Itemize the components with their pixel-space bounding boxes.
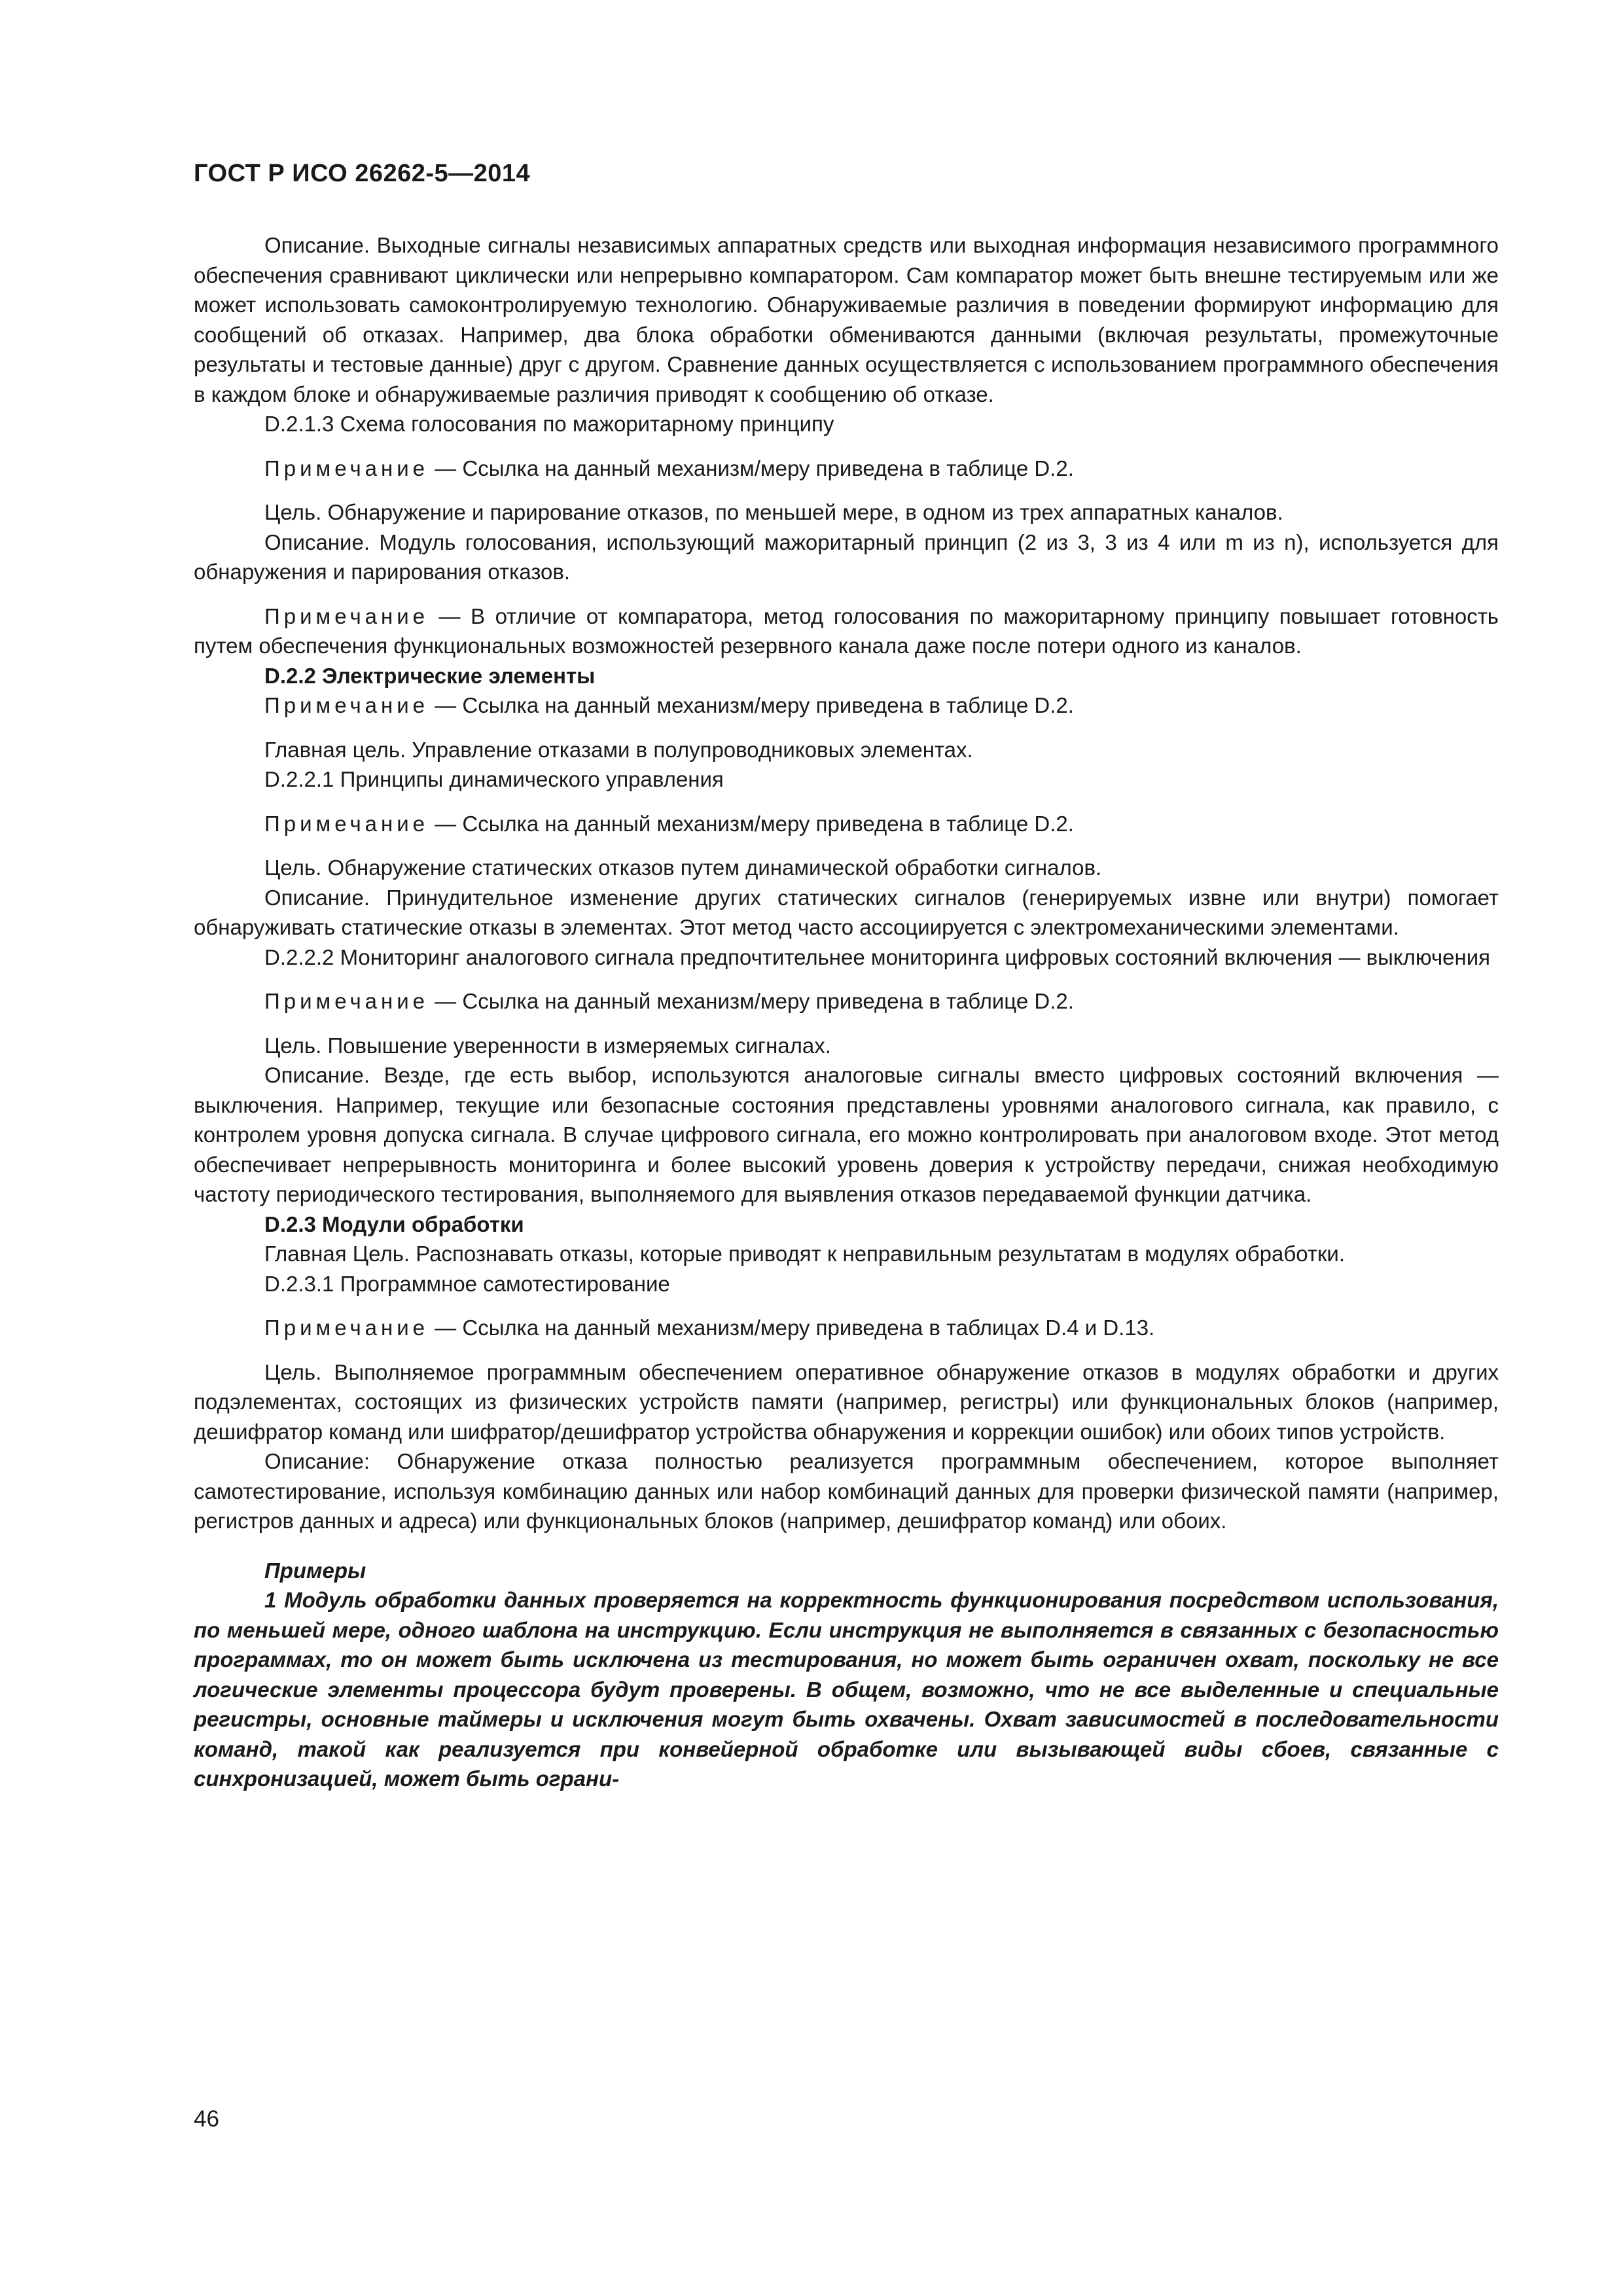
section-d-2-3-1-title: D.2.3.1 Программное самотестирование [264, 1271, 670, 1296]
paragraph-goal-confidence: Цель. Повышение уверенности в измеряемых сигналах. [264, 1033, 831, 1058]
note-text: В отличие от компаратора, метод голосования по мажоритарному принципу повышает готовность путем обеспечения функциональных возможностей резервного канала даже после потери одного из каналов. [194, 603, 1499, 658]
examples-heading: Примеры [264, 1558, 366, 1583]
note-text: Ссылка на данный механизм/меру приведена в таблице D.2. [462, 811, 1074, 836]
paragraph-main-goal-processing: Главная Цель. Распознавать отказы, которые приводят к неправильным результатам в модулях обработки. [264, 1242, 1346, 1266]
paragraph-description-comparator: Описание. Выходные сигналы независимых аппаратных средств или выходная информация независимого программного обеспечения сравнивают циклически или непрерывно компаратором. Сам компаратор может быть внешне тестируемым или же может использовать самоконтролируемую технологию. Обнаруживаемые различия в поведении формируют информацию для сообщений об отказах. Например, два блока обработки обмениваются данными (включая результаты, промежуточные результаты и тестовые данные) друг с другом. Сравнение данных осуществляется с использованием программного обеспечения в каждом блоке и обнаруживаемые различия приводят к сообщению об отказе. [194, 233, 1499, 406]
paragraph-description-self-test: Описание: Обнаружение отказа полностью реализуется программным обеспечением, которое выполняет самотестирование, используя комбинацию данных или набор комбинаций данных для проверки физической памяти (например, регистров данных и адреса) или функциональных блоков (например, дешифратор команд) или обоих. [194, 1449, 1499, 1533]
note-dash: — [429, 1316, 463, 1340]
section-d-2-1-3-title: D.2.1.3 Схема голосования по мажоритарному принципу [264, 412, 834, 436]
note-label: Примечание [264, 693, 429, 717]
note-d-2-3-1 [194, 1313, 1499, 1343]
note-text: Ссылка на данный механизм/меру приведена в таблице D.2. [462, 693, 1074, 717]
paragraph-description-dynamic: Описание. Принудительное изменение других статических сигналов (генерируемых извне или внутри) помогает обнаруживать статические отказы в элементах. Этот метод часто ассоциируется с электромеханическими элементами. [194, 885, 1499, 939]
document-header: ГОСТ Р ИСО 26262-5—2014 [194, 160, 531, 187]
paragraph-description-analog: Описание. Везде, где есть выбор, используются аналоговые сигналы вместо цифровых состояний включения — выключения. Например, текущие или безопасные состояния представлены уровнями аналогового сигнала, как правило, с контролем уровня допуска сигнала. В случае цифрового сигнала, его можно контролировать при аналоговом входе. Этот метод обеспечивает непрерывность мониторинга и более высокий уровень доверия к устройству передачи, снижая необходимую частоту периодического тестирования, выполняемого для выявления отказов передаваемой функции датчика. [194, 1063, 1499, 1206]
note-dash: — [429, 693, 463, 717]
note-text: Ссылка на данный механизм/меру приведена в таблицах D.4 и D.13. [462, 1316, 1155, 1340]
note-dash: — [429, 456, 463, 480]
note-label: Примечание [264, 811, 429, 836]
note-text: Ссылка на данный механизм/меру приведена в таблице D.2. [462, 989, 1074, 1013]
note-label: Примечание [264, 603, 429, 628]
section-d-2-2-1-title: D.2.2.1 Принципы динамического управления [264, 767, 724, 791]
note-majority-comparison [194, 601, 1499, 661]
note-d-2-2-2 [194, 986, 1499, 1016]
note-d-2-2-1 [194, 809, 1499, 839]
document-body [194, 230, 1499, 1794]
section-d-2-2-heading: D.2.2 Электрические элементы [264, 663, 596, 688]
note-dash: — [429, 811, 463, 836]
section-d-2-3-heading: D.2.3 Модули обработки [264, 1211, 524, 1236]
note-label: Примечание [264, 1316, 429, 1340]
page-number: 46 [194, 2106, 219, 2132]
paragraph-main-goal-semiconductors: Главная цель. Управление отказами в полупроводниковых элементах. [264, 737, 973, 762]
example-1-text: 1 Модуль обработки данных проверяется на корректность функционирования посредством использования, по меньшей мере, одного шаблона на инструкцию. Если инструкция не выполняется в связанных с безопасностью программах, то он может быть исключена из тестирования, но может быть ограничен охват, поскольку не все логические элементы процессора будут проверены. В общем, возможно, что не все выделенные и специальные регистры, основные таймеры и исключения могут быть охвачены. Охват зависимостей в последовательности команд, такой как реализуется при конвейерной обработке или вызывающей виды сбоев, связанные с синхронизацией, может быть ограни- [194, 1588, 1499, 1791]
note-dash: — [429, 989, 463, 1013]
note-d-2-2 [194, 691, 1499, 721]
section-d-2-2-2-title: D.2.2.2 Мониторинг аналогового сигнала предпочтительнее мониторинга цифровых состояний включения — выключения [264, 944, 1491, 969]
paragraph-description-majority: Описание. Модуль голосования, использующий мажоритарный принцип (2 из 3, 3 из 4 или m из n), используется для обнаружения и парирования отказов. [194, 529, 1499, 584]
note-dash: — [429, 603, 471, 628]
note-label: Примечание [264, 989, 429, 1013]
paragraph-goal-majority: Цель. Обнаружение и парирование отказов, по меньшей мере, в одном из трех аппаратных каналов. [264, 500, 1283, 524]
paragraph-goal-self-test: Цель. Выполняемое программным обеспечением оперативное обнаружение отказов в модулях обработки и других подэлементах, состоящих из физических устройств памяти (например, регистры) или функциональных блоков (например, дешифратор команд или шифратор/дешифратор устройства обнаружения и коррекции ошибок) или обоих типов устройств. [194, 1359, 1499, 1444]
paragraph-goal-static-faults: Цель. Обнаружение статических отказов путем динамической обработки сигналов. [264, 855, 1102, 880]
note-label: Примечание [264, 456, 429, 480]
note-text: Ссылка на данный механизм/меру приведена в таблице D.2. [462, 456, 1074, 480]
note-d-2-1-3 [194, 454, 1499, 484]
